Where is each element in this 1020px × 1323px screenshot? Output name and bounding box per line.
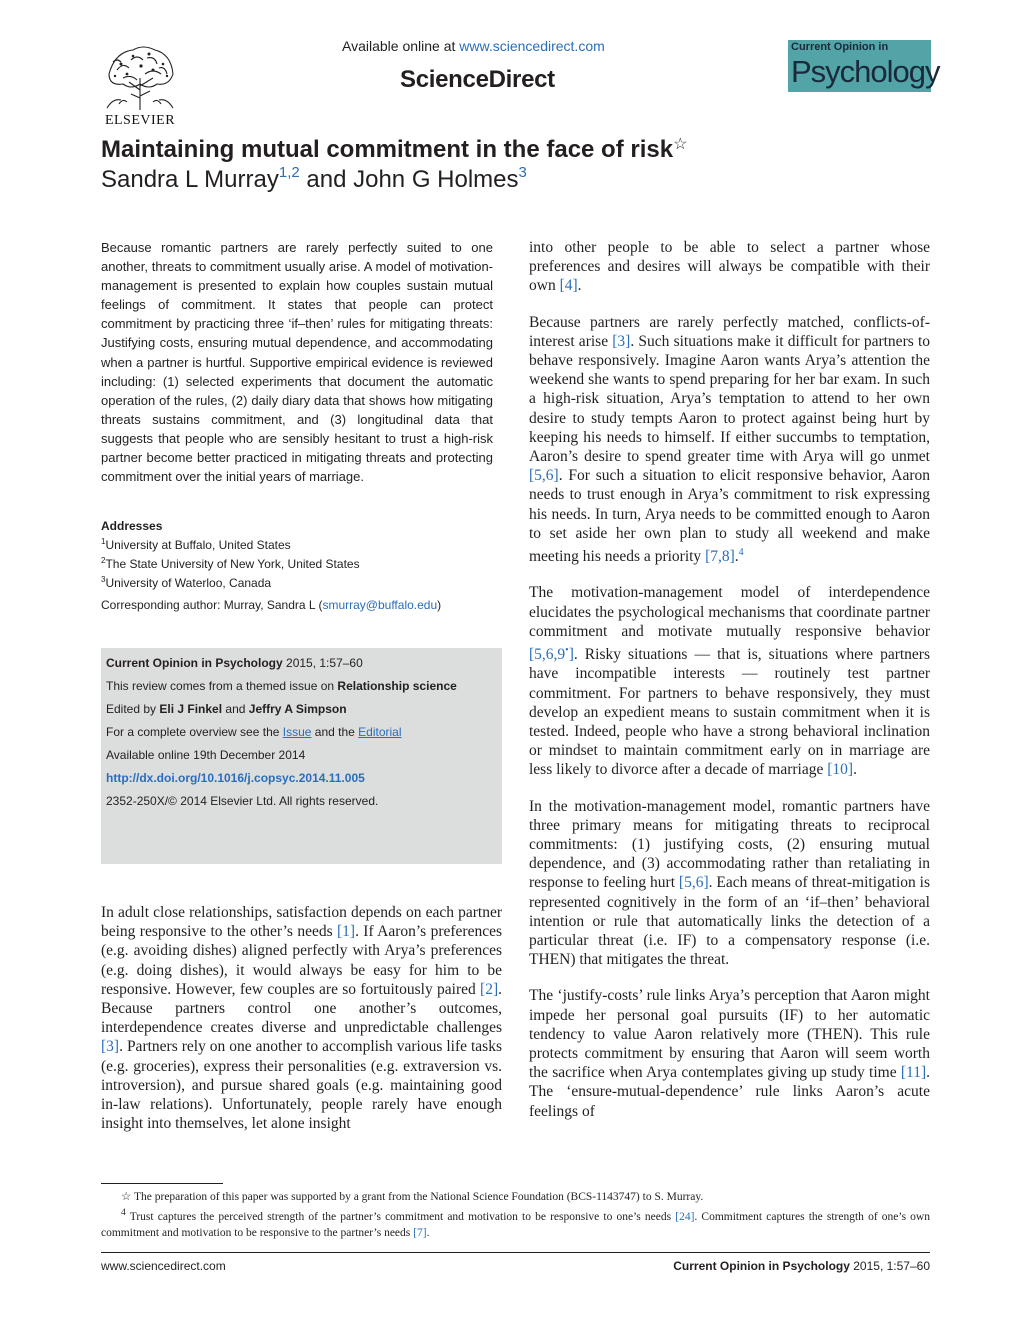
address-item [101, 534, 501, 553]
body-text: . Partners rely on one another to accomplish various life tasks (e.g. groceries), express their personalities (e.g. extraversion vs. introversion), and pursue shared goals (e.g. maintaining good in-law relations). Unfortunately, people rarely have enough insight into themselves, let alone insight [101, 1038, 502, 1133]
author-1: Sandra L Murray [101, 166, 279, 193]
info-copyright: 2352-250X/© 2014 Elsevier Ltd. All rights reserved. [106, 794, 379, 808]
citation-link[interactable]: [11] [900, 1064, 927, 1082]
available-online-label: Available online at [342, 38, 460, 54]
info-journal-name: Current Opinion in Psychology [106, 656, 283, 670]
sciencedirect-wordmark: ScienceDirect [400, 66, 555, 93]
footer-site: www.sciencedirect.com [101, 1259, 226, 1273]
citation-link[interactable]: [7] [413, 1226, 427, 1239]
citation-link[interactable]: [7,8] [705, 548, 735, 566]
citation-link[interactable]: [5,6] [529, 467, 559, 485]
available-online-line [342, 38, 605, 54]
citation-bullet: • [565, 645, 569, 657]
author-2-affiliation[interactable]: 3 [518, 164, 527, 181]
address-number: 3 [101, 575, 106, 584]
body-text: . Such situations make it difficult for partners to behave responsively. Imagine Aaron wants Arya’s attention the weekend she wants to spend preparing for her bar exam. In such a high-risk situation, Arya’s temptation to attend to her own desire to study tempts Aaron to protect against being hurt by keeping his needs to himself. If either succumbs to temptation, Aaron’s desire to spend greater time with Arya will go unmet [529, 332, 931, 466]
editorial-link[interactable]: Editorial [358, 725, 402, 739]
body-text: In adult close relationships, satisfaction depends on each partner being responsive to the other’s needs [101, 904, 502, 941]
citation-link[interactable]: [4] [559, 277, 578, 295]
footnote-number: 4 [121, 1207, 126, 1218]
addresses-heading: Addresses [101, 519, 163, 533]
footer-citation [673, 1259, 930, 1273]
footnote-4 [101, 1205, 930, 1241]
title-footnote-star-icon[interactable]: ☆ [673, 136, 688, 153]
info-editors [106, 702, 347, 716]
info-editor-1: Eli J Finkel [159, 702, 223, 716]
info-available-online: Available online 19th December 2014 [106, 748, 306, 762]
journal-logo-line2: Psychology [791, 54, 940, 89]
address-text: University of Waterloo, Canada [105, 576, 272, 590]
info-editor-2: Jeffry A Simpson [248, 702, 347, 716]
address-text: University at Buffalo, United States [105, 538, 291, 552]
footnote-text: . [426, 1226, 430, 1239]
corresponding-prefix: Corresponding author: Murray, Sandra L ( [101, 598, 323, 612]
body-text: Because partners are rarely perfectly matched, conflicts-of-interest arise [529, 313, 930, 350]
elsevier-logo [100, 44, 180, 128]
elsevier-tree-icon [103, 44, 177, 110]
body-paragraph [529, 797, 930, 970]
body-text: . [853, 761, 857, 779]
body-paragraph [529, 986, 930, 1120]
body-left-column [101, 903, 502, 1150]
author-2: John G Holmes [353, 166, 519, 193]
doi-link[interactable]: http://dx.doi.org/10.1016/j.copsyc.2014.11.005 [106, 771, 365, 785]
footnote-4-link[interactable]: 4 [738, 547, 744, 559]
info-doi [106, 771, 365, 785]
body-text: . The ‘ensure-mutual-dependence’ rule links Aaron’s acute feelings of [529, 1064, 930, 1120]
address-text: The State University of New York, United States [105, 557, 360, 571]
address-number: 1 [101, 537, 106, 546]
body-paragraph [529, 238, 930, 296]
footer-divider [101, 1252, 930, 1253]
body-paragraph [529, 583, 930, 779]
journal-logo-line1: Current Opinion in [791, 41, 889, 53]
corresponding-author [101, 598, 501, 612]
citation-link[interactable]: [3] [612, 332, 631, 350]
citation-link[interactable]: [5,6,9 [529, 646, 566, 664]
citation-link[interactable]: ] [568, 646, 574, 664]
citation-link[interactable]: [3] [101, 1038, 120, 1056]
footnote-star-icon: ☆ [121, 1191, 132, 1203]
footnote-text: The preparation of this paper was supported by a grant from the National Science Foundation (BCS-1143747) to S. Murray. [131, 1191, 704, 1203]
footnote-text: Trust captures the perceived strength of the partner’s commitment and motivation to be responsive to one’s needs [125, 1210, 676, 1223]
info-citation [106, 656, 363, 670]
article-title [101, 136, 687, 164]
author-line [101, 166, 527, 194]
body-text: . Each means of threat-mitigation is represented cognitively in the form of an ‘if–then’ behavioral intention or rule that automatically links the detection of a particular threat (i.e. IF) to a compensatory response (i.e. THEN) that mitigates the threat. [529, 874, 930, 969]
address-item [101, 572, 501, 591]
body-text: . [734, 548, 739, 566]
author-separator: and [299, 166, 354, 193]
body-text: into other people to be able to select a partner whose preferences and desires will always be compatible with their own [529, 239, 930, 295]
body-text: In the motivation-management model, romantic partners have three primary means for mitigating threats to reciprocal commitments: (1) justifying costs, (2) ensuring mutual dependence, and (3) accommodating rather than retaliating in response to feeling hurt [529, 797, 930, 892]
issue-link[interactable]: Issue [282, 725, 312, 739]
citation-link[interactable]: [2] [480, 980, 499, 998]
article-info-box [101, 648, 502, 864]
body-text: The motivation-management model of interdependence elucidates the psychological mechanisms that coordinate partner commitment and motivate mutually responsive behavior [529, 584, 930, 640]
footer-journal: Current Opinion in Psychology [673, 1259, 850, 1273]
info-theme: Relationship science [337, 679, 457, 693]
abstract: Because romantic partners are rarely perfectly suited to one another, threats to commitment usually arise. A model of motivation-management is presented to explain how couples sustain mutual feelings of commitment. It states that people can protect commitment by practicing three ‘if–then’ rules for mitigating threats: Justifying costs, ensuring mutual dependence, and accommodating when a partner is hurtful. Supportive empirical evidence is reviewed including: (1) selected experiments that document the automatic operation of the rules, (2) daily diary data that shows how mitigating threats sustains commitment, and (3) longitudinal data that suggests that people who are sensibly hesitant to trust a high-risk partner become better practiced in mitigating threats and protecting commitment over the initial years of marriage. [101, 240, 493, 485]
body-text: . If Aaron’s preferences (e.g. avoiding dishes) aligned perfectly with Arya’s preferences (e.g. doing dishes), it would always be easy for him to be responsive. However, few couples are so fortuitously paired [101, 923, 502, 998]
info-edited-prefix: Edited by [106, 702, 160, 716]
info-themed-prefix: This review comes from a themed issue on [106, 679, 338, 693]
author-1-affiliation[interactable]: 1,2 [278, 164, 300, 181]
citation-link[interactable]: [5,6] [678, 874, 709, 892]
body-text: The ‘justify-costs’ rule links Arya’s perception that Aaron might impede her personal goal pursuits (IF) to her automatic tendency to value Aaron relatively more (THEN). This rule protects commitment by ensuring that Aaron will seem worth the sacrifice when Arya contemplates giving up study time [529, 987, 930, 1082]
corresponding-email-link[interactable]: smurray@buffalo.edu [322, 598, 438, 612]
body-text: . Because partners control one another’s outcomes, interdependence creates diverse and unpredictable challenges [101, 980, 502, 1037]
address-item [101, 553, 501, 572]
body-text: . Risky situations — that is, situations where partners have incompatible interests — routinely test partner commitment. For partners to behave responsively, they must develop an expedient means to sustain commitment when it is tested. Indeed, people who have a strong behavioral inclination or mindset to maintain commitment early on in marriage are less likely to divorce after a decade of marriage [529, 646, 930, 779]
body-text: . For such a situation to elicit responsive behavior, Aaron needs to trust enough in Arya’s commitment to risk expressing his needs. In turn, Arya needs to be committed enough to Aaron to set aside her own plan to study all weekend and make meeting his needs a priority [529, 467, 930, 566]
body-text: . [577, 277, 582, 295]
body-right-column [529, 238, 930, 1138]
info-editor-separator: and [222, 702, 249, 716]
footnotes [101, 1189, 930, 1241]
footnote-text: . Commitment captures the strength of one’s own commitment and motivation to be responsive to the partner’s needs [101, 1210, 930, 1239]
info-overview-prefix: For a complete overview see the [106, 725, 283, 739]
citation-link[interactable]: [10] [827, 761, 854, 779]
footnote-star [101, 1189, 930, 1205]
elsevier-wordmark: ELSEVIER [104, 113, 176, 128]
citation-link[interactable]: [24] [675, 1210, 695, 1223]
info-citation-text: 2015, 1:57–60 [282, 656, 363, 670]
addresses [101, 518, 501, 591]
footnote-divider [101, 1183, 223, 1184]
info-themed-issue [106, 679, 457, 693]
footer-citation-text: 2015, 1:57–60 [849, 1259, 930, 1273]
info-overview-mid: and the [311, 725, 359, 739]
body-paragraph [101, 903, 502, 1133]
journal-logo [788, 40, 940, 92]
article-title-text: Maintaining mutual commitment in the face of risk [101, 136, 674, 163]
body-paragraph [529, 313, 930, 567]
info-overview [106, 725, 402, 739]
address-number: 2 [101, 556, 106, 565]
citation-link[interactable]: [1] [336, 923, 356, 941]
corresponding-suffix: ) [437, 598, 442, 612]
sciencedirect-url-link[interactable]: www.sciencedirect.com [459, 38, 605, 54]
